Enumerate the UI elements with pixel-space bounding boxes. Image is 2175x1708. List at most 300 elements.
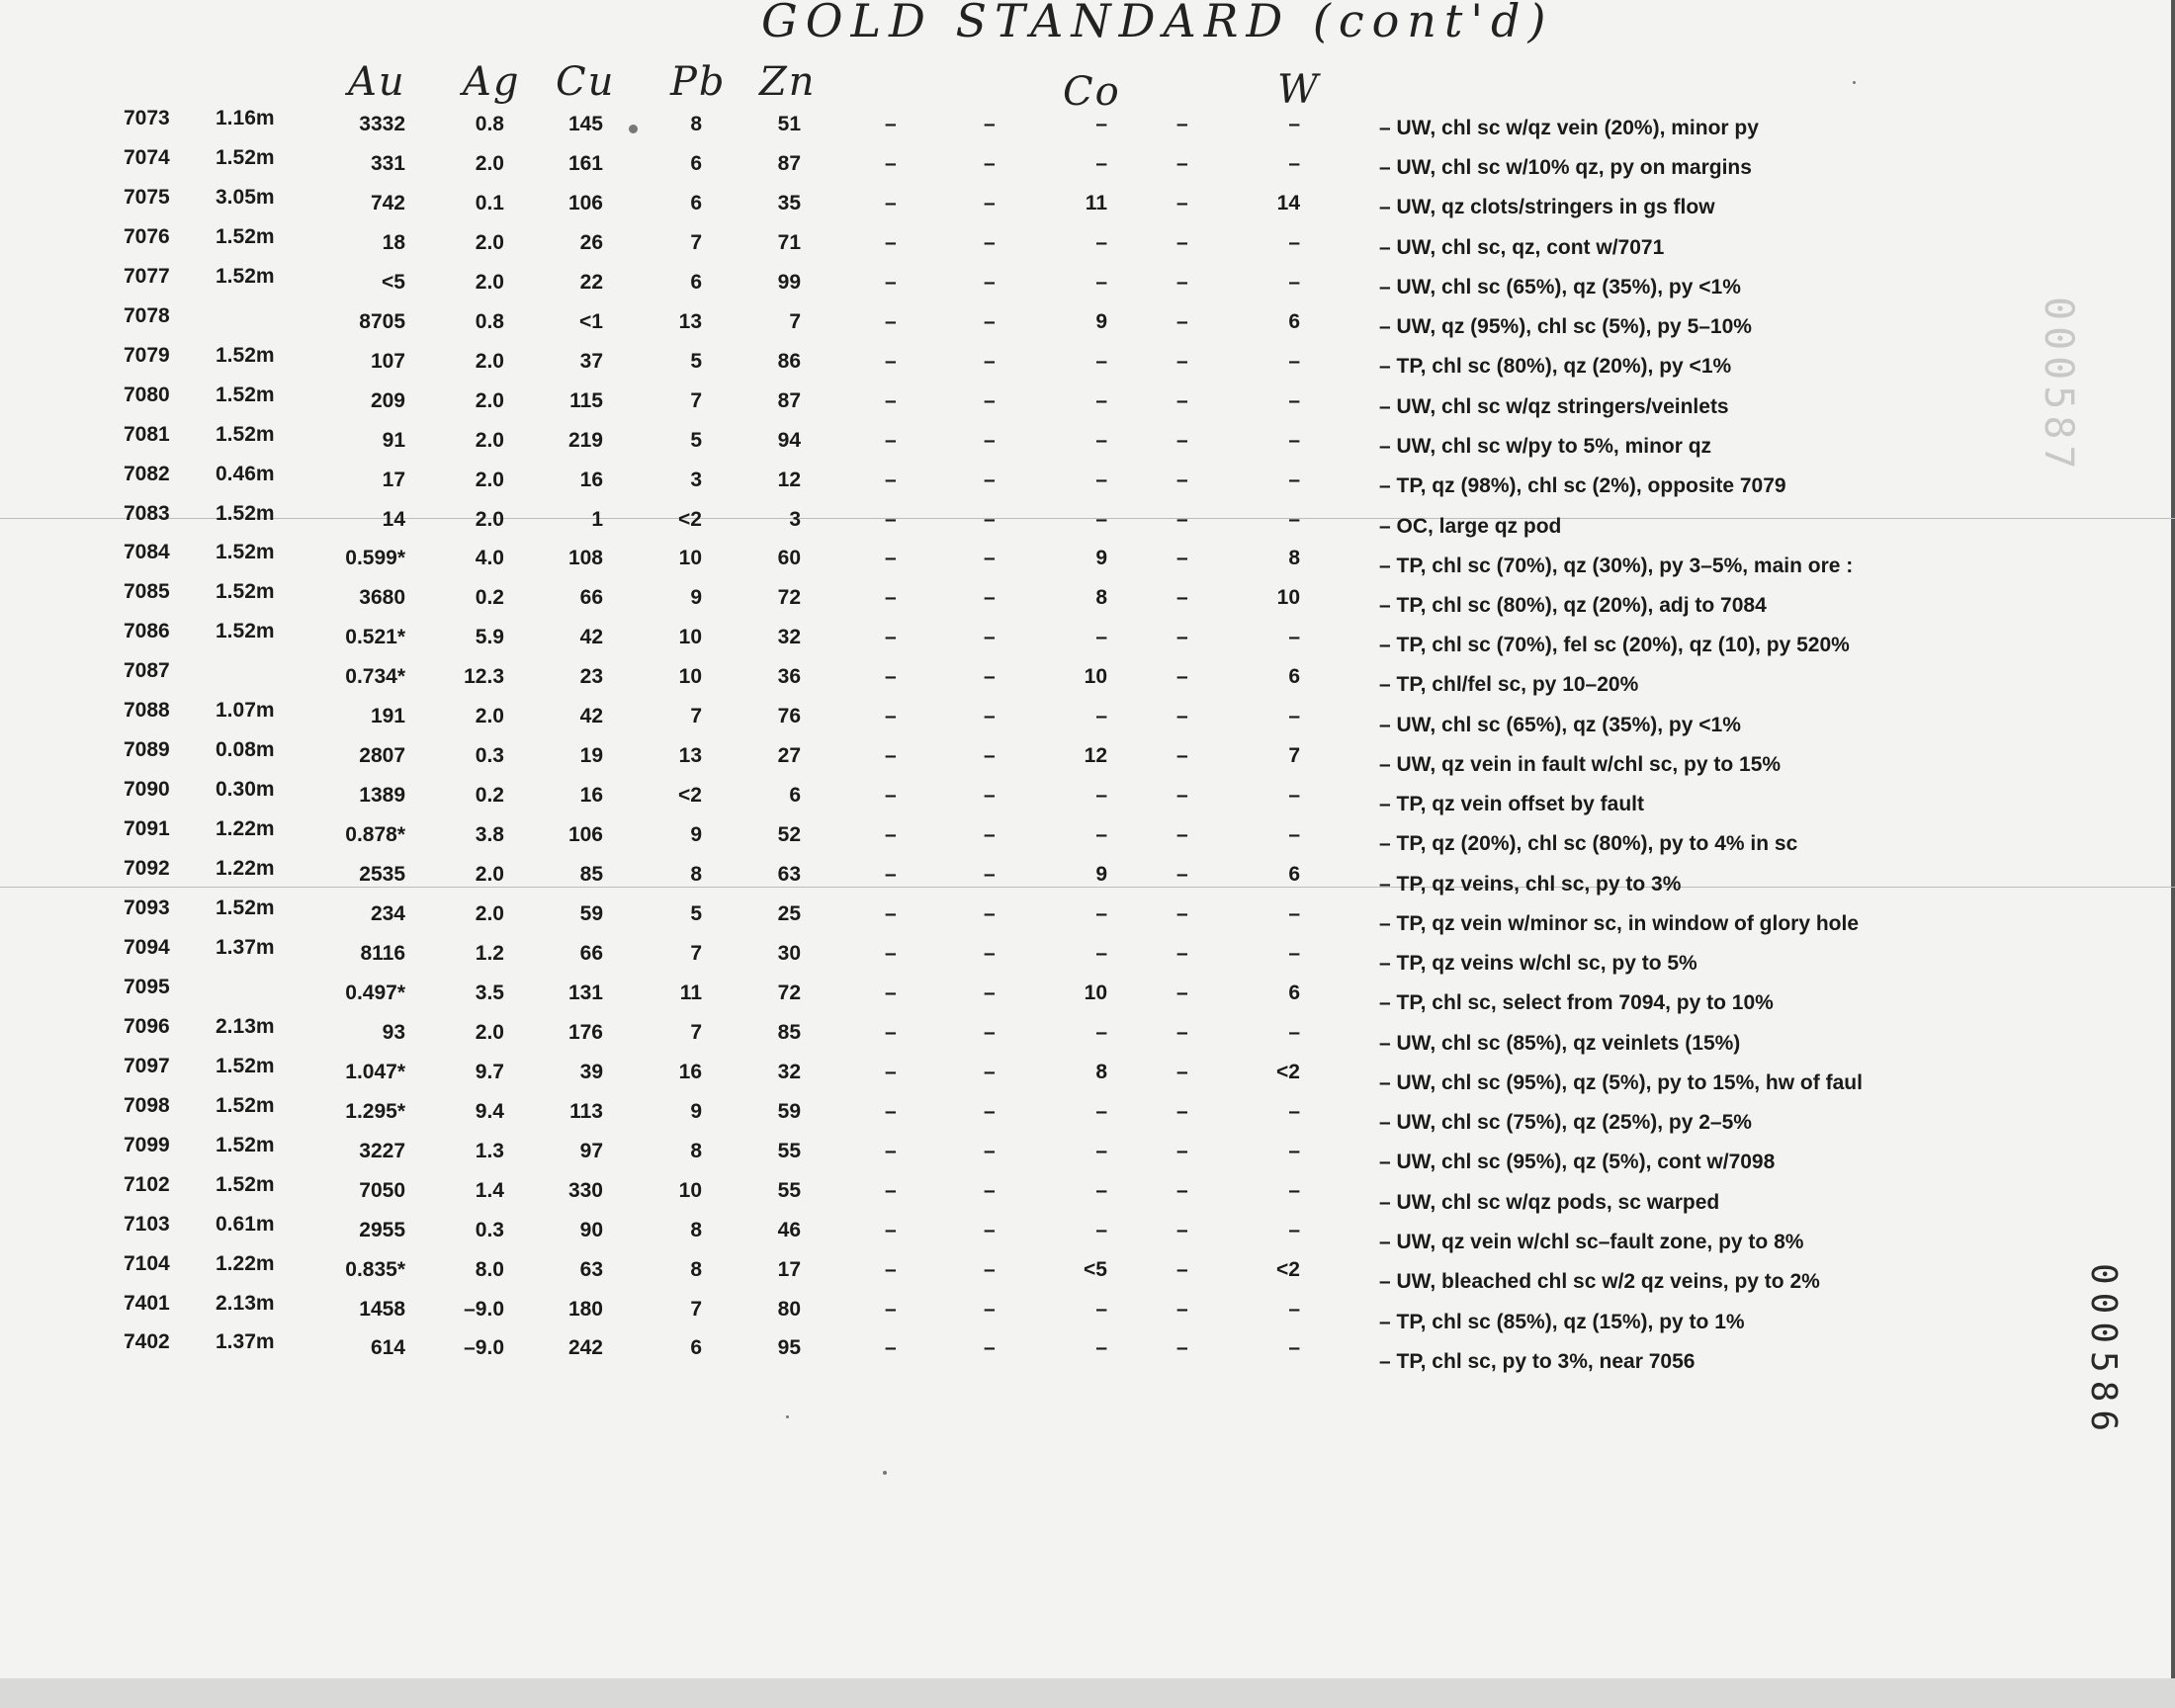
cu-value: 42 bbox=[579, 705, 603, 728]
empty-col-2: – bbox=[984, 1139, 996, 1162]
empty-col-1: – bbox=[885, 1297, 897, 1321]
zn-value: 99 bbox=[777, 270, 801, 294]
pb-value: 3 bbox=[690, 468, 702, 491]
empty-col-2: – bbox=[984, 1257, 996, 1281]
faint-page-stamp: 000587 bbox=[2036, 297, 2081, 475]
empty-col-2: – bbox=[984, 902, 996, 925]
co-value: – bbox=[1095, 230, 1107, 254]
cu-value: 113 bbox=[569, 1099, 603, 1123]
au-value: 1389 bbox=[359, 784, 405, 808]
empty-col-1: – bbox=[885, 1336, 897, 1360]
empty-col-4: – bbox=[1176, 349, 1188, 373]
sample-length: 1.37m bbox=[216, 1330, 275, 1354]
table-row bbox=[0, 1054, 1977, 1098]
empty-col-2: – bbox=[984, 1297, 996, 1321]
table-row bbox=[0, 343, 1977, 387]
empty-col-1: – bbox=[885, 981, 897, 1004]
empty-col-2: – bbox=[984, 586, 996, 610]
zn-value: 51 bbox=[777, 113, 801, 135]
header-co: Co bbox=[1063, 69, 1121, 115]
sample-id: 7083 bbox=[124, 501, 170, 525]
cu-value: 66 bbox=[579, 941, 603, 965]
w-value: <2 bbox=[1276, 1257, 1300, 1281]
cu-value: 242 bbox=[567, 1336, 603, 1360]
zn-value: 85 bbox=[777, 1020, 801, 1044]
empty-col-2: – bbox=[984, 665, 996, 689]
zn-value: 76 bbox=[777, 705, 801, 728]
page-title: GOLD STANDARD (cont'd) bbox=[761, 0, 1554, 47]
sample-description: – TP, qz veins w/chl sc, py to 5% bbox=[1379, 952, 1697, 976]
sample-id: 7078 bbox=[124, 303, 170, 327]
sample-id: 7102 bbox=[124, 1172, 170, 1196]
cu-value: 330 bbox=[567, 1178, 603, 1202]
empty-col-1: – bbox=[885, 547, 897, 570]
empty-col-4: – bbox=[1176, 1297, 1188, 1321]
sample-description: – TP, chl sc (80%), qz (20%), adj to 7084 bbox=[1379, 593, 1767, 617]
empty-col-2: – bbox=[984, 1336, 996, 1360]
empty-col-4: – bbox=[1176, 270, 1188, 294]
au-value: 191 bbox=[370, 705, 405, 728]
pb-value: 8 bbox=[690, 113, 702, 135]
empty-col-2: – bbox=[984, 863, 996, 887]
zn-value: 59 bbox=[777, 1099, 801, 1123]
au-value: 0.835* bbox=[345, 1257, 405, 1281]
w-value: – bbox=[1288, 784, 1300, 808]
empty-col-2: – bbox=[984, 309, 996, 333]
sample-description: – UW, chl sc w/10% qz, py on margins bbox=[1379, 156, 1752, 180]
co-value: 12 bbox=[1084, 744, 1107, 768]
header-cu: Cu bbox=[556, 59, 616, 105]
zn-value: 6 bbox=[789, 784, 801, 808]
ag-value: 0.8 bbox=[475, 113, 504, 135]
empty-col-1: – bbox=[885, 270, 897, 294]
table-row bbox=[0, 1172, 1977, 1217]
sample-length: 1.07m bbox=[216, 699, 275, 723]
cu-value: 37 bbox=[579, 349, 603, 373]
sample-length: 1.52m bbox=[216, 343, 275, 367]
zn-value: 95 bbox=[777, 1336, 801, 1360]
w-value: – bbox=[1288, 151, 1300, 175]
empty-col-1: – bbox=[885, 151, 897, 175]
au-value: 1458 bbox=[359, 1297, 405, 1321]
co-value: 9 bbox=[1095, 547, 1107, 570]
sample-id: 7093 bbox=[124, 897, 170, 919]
empty-col-4: – bbox=[1176, 941, 1188, 965]
ag-value: 2.0 bbox=[475, 863, 504, 887]
au-value: 614 bbox=[370, 1336, 405, 1360]
cu-value: 106 bbox=[567, 191, 603, 214]
sample-length: 1.52m bbox=[216, 422, 275, 446]
pb-value: 9 bbox=[690, 823, 702, 847]
table-row bbox=[0, 659, 1977, 703]
pb-value: <2 bbox=[678, 507, 702, 531]
sample-description: – UW, chl sc w/qz stringers/veinlets bbox=[1379, 394, 1729, 418]
cu-value: 66 bbox=[579, 586, 603, 610]
sample-length: 1.52m bbox=[216, 1172, 275, 1196]
pb-value: 8 bbox=[690, 1218, 702, 1241]
cu-value: 108 bbox=[567, 547, 603, 570]
au-value: 3332 bbox=[359, 113, 405, 135]
empty-col-1: – bbox=[885, 1099, 897, 1123]
cu-value: 97 bbox=[579, 1139, 603, 1162]
zn-value: 87 bbox=[777, 151, 801, 175]
zn-value: 25 bbox=[777, 902, 801, 925]
table-row bbox=[0, 778, 1977, 821]
zn-value: 55 bbox=[777, 1139, 801, 1162]
header-ag: Ag bbox=[463, 59, 521, 105]
sample-description: – TP, chl sc (85%), qz (15%), py to 1% bbox=[1379, 1310, 1745, 1333]
sample-length: 1.37m bbox=[216, 935, 275, 959]
au-value: 93 bbox=[382, 1020, 405, 1044]
co-value: – bbox=[1095, 270, 1107, 294]
cu-value: 161 bbox=[567, 151, 603, 175]
pb-value: 10 bbox=[678, 665, 702, 689]
sample-length: 0.61m bbox=[216, 1212, 275, 1236]
sample-id: 7080 bbox=[124, 383, 170, 406]
cu-value: 39 bbox=[579, 1060, 603, 1083]
empty-col-4: – bbox=[1176, 547, 1188, 570]
pb-value: 7 bbox=[690, 388, 702, 412]
ag-value: 9.4 bbox=[475, 1099, 504, 1123]
w-value: – bbox=[1288, 270, 1300, 294]
pb-value: 13 bbox=[678, 309, 702, 333]
sample-id: 7099 bbox=[124, 1133, 170, 1156]
ag-value: 2.0 bbox=[475, 388, 504, 412]
cu-value: 26 bbox=[579, 230, 603, 254]
sample-description: – UW, chl sc w/py to 5%, minor qz bbox=[1379, 434, 1712, 458]
empty-col-1: – bbox=[885, 468, 897, 491]
au-value: 209 bbox=[370, 388, 405, 412]
empty-col-4: – bbox=[1176, 1099, 1188, 1123]
table-row bbox=[0, 1212, 1977, 1256]
sample-id: 7087 bbox=[124, 659, 170, 683]
cu-value: 176 bbox=[567, 1020, 603, 1044]
w-value: – bbox=[1288, 113, 1300, 135]
empty-col-1: – bbox=[885, 1218, 897, 1241]
empty-col-2: – bbox=[984, 468, 996, 491]
empty-col-1: – bbox=[885, 113, 897, 135]
sample-id: 7090 bbox=[124, 778, 170, 802]
empty-col-4: – bbox=[1176, 705, 1188, 728]
co-value: – bbox=[1095, 1336, 1107, 1360]
empty-col-4: – bbox=[1176, 1020, 1188, 1044]
table-row bbox=[0, 1133, 1977, 1177]
empty-col-1: – bbox=[885, 309, 897, 333]
w-value: <2 bbox=[1276, 1060, 1300, 1083]
cu-value: 180 bbox=[567, 1297, 603, 1321]
ag-value: 2.0 bbox=[475, 1020, 504, 1044]
empty-col-2: – bbox=[984, 941, 996, 965]
pb-value: 6 bbox=[690, 191, 702, 214]
co-value: – bbox=[1095, 626, 1107, 649]
sample-description: – TP, qz vein offset by fault bbox=[1379, 793, 1644, 816]
w-value: – bbox=[1288, 823, 1300, 847]
empty-col-4: – bbox=[1176, 1139, 1188, 1162]
sample-id: 7081 bbox=[124, 422, 170, 446]
page-number-stamp: 000586 bbox=[2083, 1263, 2124, 1440]
ag-value: 2.0 bbox=[475, 468, 504, 491]
empty-col-1: – bbox=[885, 507, 897, 531]
table-row bbox=[0, 145, 1977, 190]
cu-value: 131 bbox=[567, 981, 603, 1004]
empty-col-4: – bbox=[1176, 1218, 1188, 1241]
sample-description: – UW, bleached chl sc w/2 qz veins, py to 2% bbox=[1379, 1270, 1820, 1294]
sample-description: – TP, chl sc (80%), qz (20%), py <1% bbox=[1379, 355, 1732, 379]
sample-length: 1.22m bbox=[216, 857, 275, 881]
co-value: – bbox=[1095, 1099, 1107, 1123]
pb-value: 7 bbox=[690, 705, 702, 728]
w-value: – bbox=[1288, 1178, 1300, 1202]
empty-col-4: – bbox=[1176, 113, 1188, 135]
sample-length: 1.52m bbox=[216, 897, 275, 919]
empty-col-2: – bbox=[984, 151, 996, 175]
cu-value: 106 bbox=[567, 823, 603, 847]
co-value: – bbox=[1095, 151, 1107, 175]
empty-col-2: – bbox=[984, 626, 996, 649]
page-edge bbox=[2171, 0, 2175, 1708]
au-value: <5 bbox=[382, 270, 405, 294]
w-value: 6 bbox=[1288, 309, 1300, 333]
sample-description: – UW, chl sc (95%), qz (5%), cont w/7098 bbox=[1379, 1151, 1776, 1174]
sample-length: 1.16m bbox=[216, 107, 275, 129]
sample-id: 7085 bbox=[124, 580, 170, 604]
empty-col-1: – bbox=[885, 230, 897, 254]
w-value: 6 bbox=[1288, 665, 1300, 689]
sample-description: – UW, chl sc, qz, cont w/7071 bbox=[1379, 235, 1665, 259]
table-row bbox=[0, 224, 1977, 269]
sample-id: 7096 bbox=[124, 1014, 170, 1038]
au-value: 742 bbox=[370, 191, 405, 214]
sample-description: – UW, qz vein w/chl sc–fault zone, py to 8% bbox=[1379, 1230, 1804, 1253]
sample-description: – TP, chl sc, select from 7094, py to 10% bbox=[1379, 991, 1774, 1015]
au-value: 0.497* bbox=[345, 981, 405, 1004]
table-row bbox=[0, 1291, 1977, 1335]
w-value: 6 bbox=[1288, 863, 1300, 887]
empty-col-2: – bbox=[984, 1060, 996, 1083]
table-row bbox=[0, 383, 1977, 427]
empty-col-2: – bbox=[984, 744, 996, 768]
empty-col-4: – bbox=[1176, 586, 1188, 610]
empty-col-1: – bbox=[885, 586, 897, 610]
sample-description: – UW, chl sc w/qz vein (20%), minor py bbox=[1379, 117, 1759, 139]
sample-length: 1.52m bbox=[216, 383, 275, 406]
sample-length: 0.30m bbox=[216, 778, 275, 802]
cu-value: 16 bbox=[579, 784, 603, 808]
w-value: – bbox=[1288, 1139, 1300, 1162]
pb-value: 9 bbox=[690, 586, 702, 610]
empty-col-4: – bbox=[1176, 428, 1188, 452]
empty-col-1: – bbox=[885, 1257, 897, 1281]
ag-value: 5.9 bbox=[475, 626, 504, 649]
zn-value: 3 bbox=[789, 507, 801, 531]
sample-id: 7401 bbox=[124, 1291, 170, 1315]
au-value: 1.295* bbox=[345, 1099, 405, 1123]
empty-col-2: – bbox=[984, 823, 996, 847]
sample-description: – TP, chl sc (70%), qz (30%), py 3–5%, main ore : bbox=[1379, 554, 1854, 577]
ag-value: 2.0 bbox=[475, 151, 504, 175]
empty-col-4: – bbox=[1176, 744, 1188, 768]
pb-value: 8 bbox=[690, 1139, 702, 1162]
empty-col-4: – bbox=[1176, 1336, 1188, 1360]
co-value: 11 bbox=[1085, 191, 1107, 214]
table-row bbox=[0, 501, 1977, 546]
sample-description: – TP, qz (20%), chl sc (80%), py to 4% in sc bbox=[1379, 832, 1798, 856]
pb-value: 7 bbox=[690, 941, 702, 965]
ag-value: 2.0 bbox=[475, 230, 504, 254]
ag-value: 0.3 bbox=[475, 744, 504, 768]
w-value: – bbox=[1288, 230, 1300, 254]
w-value: 10 bbox=[1276, 586, 1300, 610]
au-value: 234 bbox=[370, 902, 405, 925]
table-row bbox=[0, 541, 1977, 584]
sample-id: 7077 bbox=[124, 264, 170, 288]
sample-description: – UW, chl sc (95%), qz (5%), py to 15%, hw of faul bbox=[1379, 1070, 1863, 1094]
empty-col-1: – bbox=[885, 823, 897, 847]
sample-id: 7089 bbox=[124, 738, 170, 762]
sample-id: 7095 bbox=[124, 975, 170, 998]
cu-value: 1 bbox=[591, 507, 603, 531]
empty-col-1: – bbox=[885, 349, 897, 373]
sample-id: 7402 bbox=[124, 1330, 170, 1354]
sample-id: 7076 bbox=[124, 224, 170, 248]
empty-col-2: – bbox=[984, 388, 996, 412]
empty-col-2: – bbox=[984, 349, 996, 373]
empty-col-1: – bbox=[885, 1020, 897, 1044]
header-pb: Pb bbox=[670, 59, 727, 105]
sample-length: 1.52m bbox=[216, 501, 275, 525]
w-value: – bbox=[1288, 349, 1300, 373]
au-value: 1.047* bbox=[345, 1060, 405, 1083]
sample-id: 7086 bbox=[124, 620, 170, 643]
pb-value: 7 bbox=[690, 1020, 702, 1044]
empty-col-2: – bbox=[984, 705, 996, 728]
co-value: 8 bbox=[1095, 586, 1107, 610]
pb-value: 7 bbox=[690, 230, 702, 254]
pb-value: 11 bbox=[679, 981, 702, 1004]
ag-value: 2.0 bbox=[475, 428, 504, 452]
header-zn: Zn bbox=[759, 59, 817, 105]
co-value: – bbox=[1095, 1178, 1107, 1202]
pb-value: 5 bbox=[690, 428, 702, 452]
empty-col-4: – bbox=[1176, 309, 1188, 333]
empty-col-1: – bbox=[885, 191, 897, 214]
sample-id: 7084 bbox=[124, 541, 170, 564]
co-value: – bbox=[1095, 468, 1107, 491]
empty-col-1: – bbox=[885, 665, 897, 689]
pb-value: 7 bbox=[690, 1297, 702, 1321]
empty-col-4: – bbox=[1176, 1257, 1188, 1281]
sample-length: 0.46m bbox=[216, 462, 275, 485]
sample-id: 7075 bbox=[124, 185, 170, 209]
ink-dot bbox=[1853, 81, 1856, 84]
w-value: 14 bbox=[1276, 191, 1300, 214]
sample-description: – UW, chl sc (85%), qz veinlets (15%) bbox=[1379, 1031, 1741, 1055]
zn-value: 86 bbox=[777, 349, 801, 373]
sample-id: 7091 bbox=[124, 817, 170, 841]
cu-value: 219 bbox=[567, 428, 603, 452]
sample-description: – UW, qz (95%), chl sc (5%), py 5–10% bbox=[1379, 315, 1752, 339]
sample-length: 1.52m bbox=[216, 1054, 275, 1077]
empty-col-4: – bbox=[1176, 191, 1188, 214]
table-row bbox=[0, 897, 1977, 940]
sample-length: 2.13m bbox=[216, 1014, 275, 1038]
empty-col-1: – bbox=[885, 784, 897, 808]
co-value: 9 bbox=[1095, 863, 1107, 887]
pb-value: 13 bbox=[678, 744, 702, 768]
au-value: 331 bbox=[370, 151, 405, 175]
table-row bbox=[0, 935, 1977, 980]
sample-id: 7088 bbox=[124, 699, 170, 723]
pb-value: 10 bbox=[678, 1178, 702, 1202]
zn-value: 30 bbox=[777, 941, 801, 965]
sample-description: – UW, chl sc (65%), qz (35%), py <1% bbox=[1379, 275, 1741, 299]
empty-col-1: – bbox=[885, 902, 897, 925]
table-row bbox=[0, 975, 1977, 1019]
table-row bbox=[0, 817, 1977, 861]
table-row bbox=[0, 303, 1977, 348]
ag-value: 2.0 bbox=[475, 902, 504, 925]
table-row bbox=[0, 1014, 1977, 1059]
ink-dot bbox=[786, 1415, 789, 1418]
ag-value: 0.1 bbox=[475, 191, 504, 214]
zn-value: 17 bbox=[777, 1257, 801, 1281]
pb-value: 16 bbox=[678, 1060, 702, 1083]
sample-description: – UW, chl sc w/qz pods, sc warped bbox=[1379, 1190, 1720, 1214]
pb-value: 6 bbox=[690, 270, 702, 294]
ag-value: –9.0 bbox=[464, 1336, 504, 1360]
ag-value: 9.7 bbox=[475, 1060, 504, 1083]
pb-value: 8 bbox=[690, 863, 702, 887]
empty-col-4: – bbox=[1176, 784, 1188, 808]
co-value: – bbox=[1095, 1020, 1107, 1044]
empty-col-2: – bbox=[984, 1099, 996, 1123]
cu-value: 22 bbox=[579, 270, 603, 294]
empty-col-4: – bbox=[1176, 388, 1188, 412]
w-value: – bbox=[1288, 1218, 1300, 1241]
sample-description: – TP, chl/fel sc, py 10–20% bbox=[1379, 673, 1639, 697]
w-value: 7 bbox=[1288, 744, 1300, 768]
w-value: – bbox=[1288, 705, 1300, 728]
sample-id: 7097 bbox=[124, 1054, 170, 1077]
zn-value: 32 bbox=[777, 1060, 801, 1083]
ag-value: 2.0 bbox=[475, 507, 504, 531]
sample-id: 7094 bbox=[124, 935, 170, 959]
au-value: 0.521* bbox=[345, 626, 405, 649]
co-value: <5 bbox=[1084, 1257, 1107, 1281]
ag-value: 2.0 bbox=[475, 705, 504, 728]
au-value: 7050 bbox=[359, 1178, 405, 1202]
co-value: – bbox=[1095, 388, 1107, 412]
au-value: 91 bbox=[382, 428, 405, 452]
table-row bbox=[0, 857, 1977, 900]
empty-col-2: – bbox=[984, 230, 996, 254]
empty-col-2: – bbox=[984, 547, 996, 570]
co-value: 9 bbox=[1095, 309, 1107, 333]
empty-col-2: – bbox=[984, 784, 996, 808]
sample-length: 3.05m bbox=[216, 185, 275, 209]
co-value: – bbox=[1095, 1218, 1107, 1241]
au-value: 0.878* bbox=[345, 823, 405, 847]
zn-value: 72 bbox=[777, 981, 801, 1004]
sample-id: 7073 bbox=[124, 107, 170, 129]
au-value: 17 bbox=[382, 468, 405, 491]
w-value: – bbox=[1288, 626, 1300, 649]
co-value: – bbox=[1095, 1297, 1107, 1321]
page-bottom-margin bbox=[0, 1678, 2175, 1708]
au-value: 3680 bbox=[359, 586, 405, 610]
empty-col-1: – bbox=[885, 388, 897, 412]
sample-description: – TP, chl sc (70%), fel sc (20%), qz (10), py 520% bbox=[1379, 634, 1850, 657]
